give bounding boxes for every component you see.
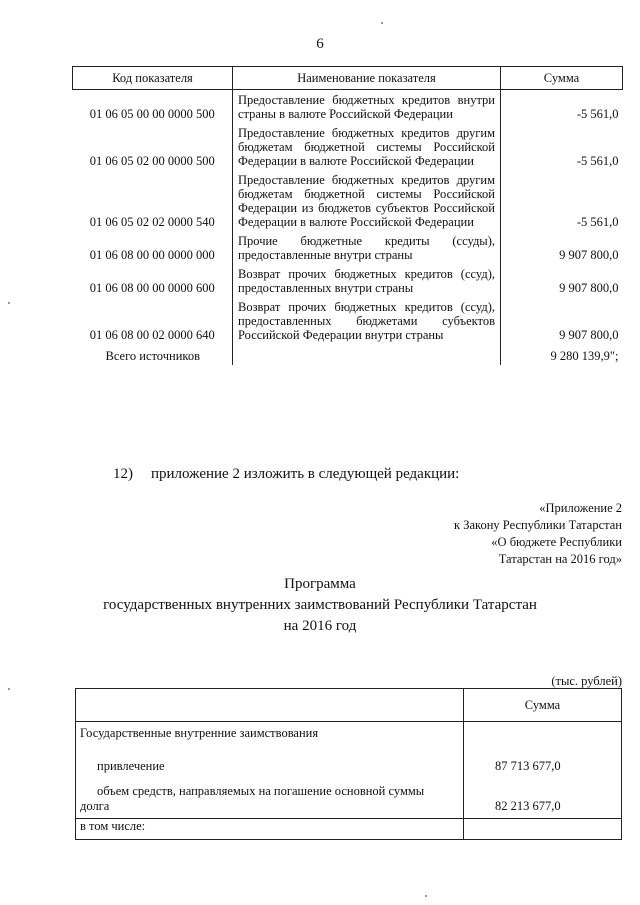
header-empty-cell — [76, 689, 464, 722]
header-sum: Сумма — [501, 67, 623, 90]
table-header-row — [76, 689, 622, 722]
row-value: 82 213 677,0 — [495, 799, 561, 813]
row-sum: -5 561,0 — [576, 107, 619, 121]
row-label: объем средств, направляемых на погашение основной суммы долга — [80, 784, 425, 813]
header-sum: Сумма — [464, 689, 622, 722]
row-sum: 9 907 800,0 — [559, 281, 619, 295]
header-code: Код показателя — [73, 67, 233, 90]
total-name-cell — [233, 344, 501, 365]
total-label: Всего источников — [105, 349, 200, 363]
row-sum: 9 907 800,0 — [559, 328, 619, 342]
row-code: 01 06 05 02 02 0000 540 — [89, 215, 215, 229]
table-row — [73, 264, 623, 297]
label-cell — [76, 722, 464, 819]
scan-speck — [8, 688, 10, 690]
scan-speck — [425, 895, 427, 897]
row-name: Предоставление бюджетных кредитов внутри страны в валюте Российской Федерации — [233, 90, 501, 124]
row-name: Прочие бюджетные кредиты (ссуды), предоставленные внутри страны — [233, 231, 501, 264]
scan-speck — [8, 302, 10, 304]
sources-table — [72, 66, 623, 365]
annex-line: к Закону Республики Татарстан — [454, 518, 622, 532]
annex-line: Татарстан на 2016 год» — [498, 552, 622, 566]
total-sum: 9 280 139,9"; — [550, 349, 619, 363]
value-cell — [464, 722, 622, 819]
row-code: 01 06 08 00 00 0000 000 — [89, 248, 215, 262]
row-code: 01 06 08 00 02 0000 640 — [89, 328, 215, 342]
table-header-row — [73, 67, 623, 90]
total-row — [73, 344, 623, 365]
units-label: (тыс. рублей) — [551, 674, 622, 688]
row-sum: -5 561,0 — [576, 215, 619, 229]
table-row — [73, 170, 623, 231]
borrowing-table — [75, 688, 622, 840]
row-name: Предоставление бюджетных кредитов другим бюджетам бюджетной системы Российской Федерации в валюте Российской Федерации — [233, 123, 501, 170]
item-number: 12) — [113, 466, 133, 482]
amendment-item — [113, 466, 459, 483]
row-sum: -5 561,0 — [576, 154, 619, 168]
row-name: Возврат прочих бюджетных кредитов (ссуд), предоставленных внутри страны — [233, 264, 501, 297]
table-row — [76, 722, 622, 819]
row-sum: 9 907 800,0 — [559, 248, 619, 262]
title-line: Программа — [284, 576, 356, 592]
table-row — [76, 819, 622, 840]
header-name: Наименование показателя — [233, 67, 501, 90]
row-name: Предоставление бюджетных кредитов другим бюджетам бюджетной системы Российской Федерации из бюджетов субъектов Российской Федерации в валюте Российской Федерации — [233, 170, 501, 231]
row-code: 01 06 08 00 00 0000 600 — [89, 281, 215, 295]
annex-line: «Приложение 2 — [539, 501, 622, 515]
row-name: Возврат прочих бюджетных кредитов (ссуд), предоставленных бюджетами субъектов Российской Федерации внутри страны — [233, 297, 501, 344]
row-label: привлечение — [97, 759, 165, 773]
last-row-value — [464, 819, 622, 840]
table-row — [73, 123, 623, 170]
program-title — [0, 574, 640, 637]
section-title: Государственные внутренние заимствования — [80, 726, 319, 740]
item-text: приложение 2 изложить в следующей редакции: — [151, 466, 460, 482]
row-code: 01 06 05 00 00 0000 500 — [89, 107, 215, 121]
title-line: на 2016 год — [283, 618, 357, 634]
page-number: 6 — [316, 36, 324, 52]
row-code: 01 06 05 02 00 0000 500 — [89, 154, 215, 168]
last-row-label: в том числе: — [76, 819, 464, 840]
table-row — [73, 231, 623, 264]
annex-reference — [322, 500, 622, 568]
table-row — [73, 90, 623, 124]
annex-line: «О бюджете Республики — [491, 535, 622, 549]
scan-speck — [381, 22, 383, 24]
table-row — [73, 297, 623, 344]
title-line: государственных внутренних заимствований Республики Татарстан — [103, 597, 537, 613]
row-value: 87 713 677,0 — [495, 759, 561, 773]
